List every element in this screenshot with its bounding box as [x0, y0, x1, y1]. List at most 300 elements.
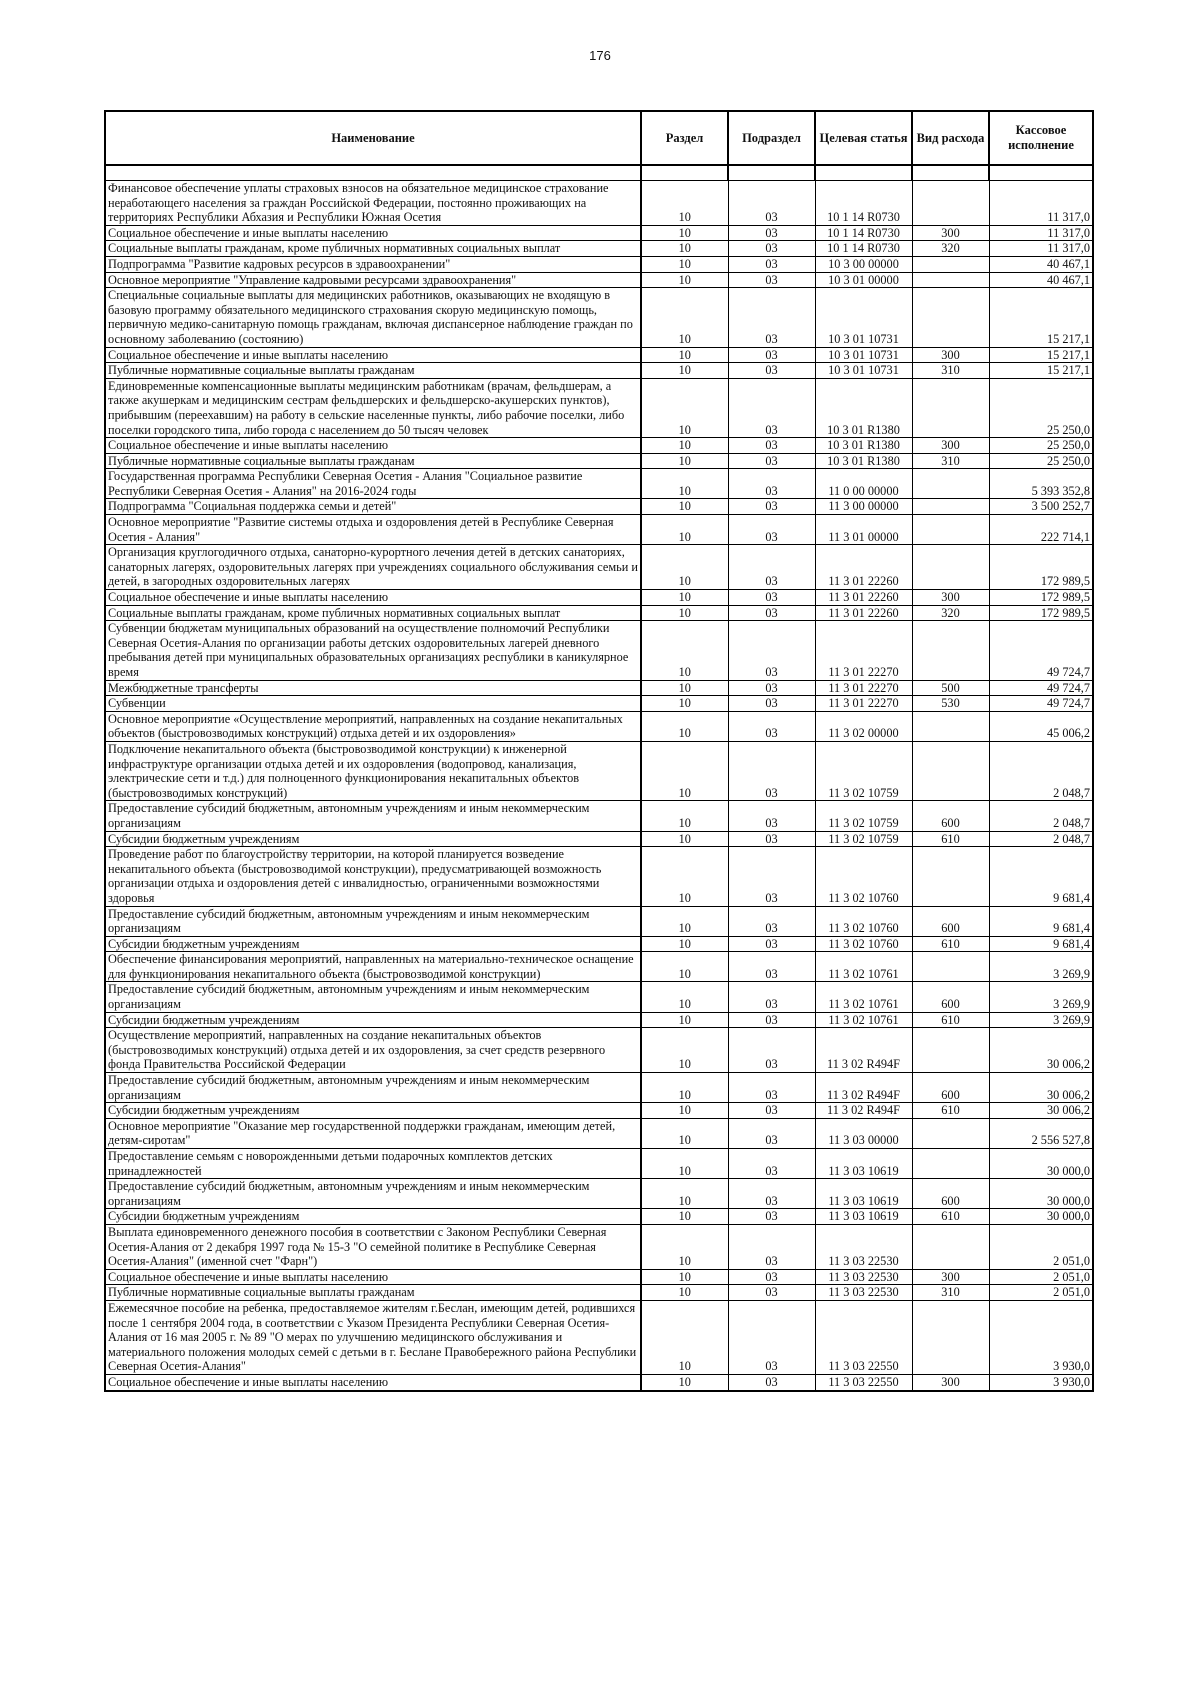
row-article: 10 3 01 10731	[815, 363, 912, 379]
table-row	[105, 801, 1093, 831]
row-subsection: 03	[728, 1179, 815, 1209]
table-row	[105, 1269, 1093, 1285]
row-section: 10	[641, 952, 728, 982]
row-name: Субвенции бюджетам муниципальных образований на осуществление полномочий Республики Северная Осетия-Алания по организации работы детских оздоровительных лагерей дневного пребывания детей при муниципальных образовательных организациях республики в каникулярное время	[105, 621, 641, 680]
row-name: Субсидии бюджетным учреждениям	[105, 831, 641, 847]
table-row	[105, 1224, 1093, 1269]
row-name: Субсидии бюджетным учреждениям	[105, 1209, 641, 1225]
row-expense-type	[912, 378, 989, 437]
row-name: Предоставление субсидий бюджетным, автономным учреждениям и иным некоммерческим организациям	[105, 1179, 641, 1209]
row-article: 11 3 02 10760	[815, 847, 912, 906]
table-row	[105, 363, 1093, 379]
row-article: 11 3 01 22260	[815, 605, 912, 621]
row-name: Социальные выплаты гражданам, кроме публичных нормативных социальных выплат	[105, 605, 641, 621]
row-expense-type	[912, 515, 989, 545]
row-section: 10	[641, 453, 728, 469]
row-section: 10	[641, 545, 728, 590]
row-article: 10 3 01 R1380	[815, 438, 912, 454]
row-subsection: 03	[728, 363, 815, 379]
row-subsection: 03	[728, 1118, 815, 1148]
row-article: 11 3 02 10759	[815, 801, 912, 831]
row-expense-type: 600	[912, 906, 989, 936]
row-expense-type: 310	[912, 1285, 989, 1301]
row-section: 10	[641, 1149, 728, 1179]
row-expense-type	[912, 621, 989, 680]
row-section: 10	[641, 225, 728, 241]
row-article: 10 3 01 R1380	[815, 453, 912, 469]
row-article: 11 3 03 22530	[815, 1285, 912, 1301]
row-article: 10 3 00 00000	[815, 256, 912, 272]
row-amount: 40 467,1	[989, 272, 1093, 288]
row-subsection: 03	[728, 590, 815, 606]
row-name: Публичные нормативные социальные выплаты гражданам	[105, 363, 641, 379]
row-section: 10	[641, 288, 728, 347]
row-article: 10 1 14 R0730	[815, 241, 912, 257]
row-section: 10	[641, 711, 728, 741]
table-row	[105, 378, 1093, 437]
row-name: Финансовое обеспечение уплаты страховых взносов на обязательное медицинское страхование неработающего населения за граждан Российской Федерации, постоянно проживающих на территориях Республики Абхазия и Республики Южная Осетия	[105, 181, 641, 226]
column-header-section: Раздел	[641, 111, 728, 165]
row-name: Подпрограмма "Социальная поддержка семьи и детей"	[105, 499, 641, 515]
row-amount: 172 989,5	[989, 590, 1093, 606]
row-name: Предоставление семьям с новорожденными детьми подарочных комплектов детских принадлежностей	[105, 1149, 641, 1179]
row-section: 10	[641, 241, 728, 257]
row-name: Социальное обеспечение и иные выплаты населению	[105, 438, 641, 454]
row-article: 10 3 01 10731	[815, 288, 912, 347]
column-header-article: Целевая статья	[815, 111, 912, 165]
table-row	[105, 1012, 1093, 1028]
row-section: 10	[641, 469, 728, 499]
row-amount: 2 556 527,8	[989, 1118, 1093, 1148]
row-amount: 2 051,0	[989, 1285, 1093, 1301]
row-section: 10	[641, 1300, 728, 1374]
row-amount: 9 681,4	[989, 936, 1093, 952]
row-article: 10 1 14 R0730	[815, 225, 912, 241]
table-row	[105, 499, 1093, 515]
row-article: 10 3 01 00000	[815, 272, 912, 288]
row-expense-type	[912, 847, 989, 906]
row-expense-type: 310	[912, 363, 989, 379]
row-expense-type: 600	[912, 1179, 989, 1209]
row-amount: 25 250,0	[989, 453, 1093, 469]
row-subsection: 03	[728, 1103, 815, 1119]
table-row	[105, 621, 1093, 680]
table-row	[105, 741, 1093, 800]
row-article: 11 3 02 10761	[815, 1012, 912, 1028]
row-article: 11 3 02 10759	[815, 741, 912, 800]
table-row	[105, 680, 1093, 696]
row-name: Единовременные компенсационные выплаты медицинским работникам (врачам, фельдшерам, а также акушеркам и медицинским сестрам фельдшерских и фельдшерско-акушерских пунктов), прибывшим (переехавшим) на работу в сельские населенные пункты, либо рабочие поселки, либо поселки городского типа, либо города с населением до 50 тысяч человек	[105, 378, 641, 437]
row-amount: 172 989,5	[989, 545, 1093, 590]
table-row	[105, 936, 1093, 952]
row-amount: 30 000,0	[989, 1209, 1093, 1225]
row-amount: 2 048,7	[989, 801, 1093, 831]
row-section: 10	[641, 696, 728, 712]
row-article: 11 3 02 R494F	[815, 1028, 912, 1073]
row-article: 11 3 03 22530	[815, 1269, 912, 1285]
row-section: 10	[641, 1073, 728, 1103]
row-article: 11 3 03 22550	[815, 1374, 912, 1390]
row-subsection: 03	[728, 1300, 815, 1374]
row-name: Предоставление субсидий бюджетным, автономным учреждениям и иным некоммерческим организациям	[105, 982, 641, 1012]
row-name: Межбюджетные трансферты	[105, 680, 641, 696]
row-subsection: 03	[728, 545, 815, 590]
row-subsection: 03	[728, 181, 815, 226]
row-section: 10	[641, 1374, 728, 1390]
row-subsection: 03	[728, 469, 815, 499]
row-subsection: 03	[728, 711, 815, 741]
row-amount: 25 250,0	[989, 378, 1093, 437]
row-amount: 40 467,1	[989, 256, 1093, 272]
row-section: 10	[641, 1285, 728, 1301]
row-expense-type	[912, 272, 989, 288]
row-expense-type	[912, 711, 989, 741]
row-article: 11 3 03 22550	[815, 1300, 912, 1374]
table-row	[105, 256, 1093, 272]
row-subsection: 03	[728, 1012, 815, 1028]
row-article: 11 3 03 10619	[815, 1179, 912, 1209]
row-section: 10	[641, 1224, 728, 1269]
column-header-amount: Кассовое исполнение	[989, 111, 1093, 165]
row-amount: 9 681,4	[989, 847, 1093, 906]
row-amount: 222 714,1	[989, 515, 1093, 545]
row-article: 11 3 01 22260	[815, 590, 912, 606]
row-amount: 9 681,4	[989, 906, 1093, 936]
table-row	[105, 438, 1093, 454]
row-name: Проведение работ по благоустройству территории, на которой планируется возведение некапитального объекта (быстровозводимой конструкции), предусматривающей возможность организации отдыха и оздоровления детей с инвалидностью, ограниченными возможностями здоровья	[105, 847, 641, 906]
row-expense-type	[912, 469, 989, 499]
row-expense-type	[912, 256, 989, 272]
table-row	[105, 453, 1093, 469]
row-section: 10	[641, 936, 728, 952]
row-subsection: 03	[728, 605, 815, 621]
row-section: 10	[641, 363, 728, 379]
row-article: 10 1 14 R0730	[815, 181, 912, 226]
row-subsection: 03	[728, 1149, 815, 1179]
row-subsection: 03	[728, 453, 815, 469]
row-expense-type	[912, 952, 989, 982]
table-row	[105, 347, 1093, 363]
table-row	[105, 1209, 1093, 1225]
row-section: 10	[641, 347, 728, 363]
row-amount: 49 724,7	[989, 621, 1093, 680]
row-article: 11 3 02 R494F	[815, 1073, 912, 1103]
row-amount: 49 724,7	[989, 680, 1093, 696]
row-expense-type	[912, 1118, 989, 1148]
table-row	[105, 605, 1093, 621]
row-section: 10	[641, 847, 728, 906]
row-subsection: 03	[728, 906, 815, 936]
row-name: Специальные социальные выплаты для медицинских работников, оказывающих не входящую в базовую программу обязательного медицинского страхования скорую медицинскую помощь, первичную медико-санитарную помощь гражданам, включая диспансерное наблюдение граждан по основному заболеванию (состоянию)	[105, 288, 641, 347]
row-name: Выплата единовременного денежного пособия в соответствии с Законом Республики Северная Осетия-Алания от 2 декабря 1997 года № 15-З "О семейной политике в Республике Северная Осетия-Алания" (именной счет "Фарн")	[105, 1224, 641, 1269]
row-amount: 2 048,7	[989, 741, 1093, 800]
row-name: Субсидии бюджетным учреждениям	[105, 936, 641, 952]
row-subsection: 03	[728, 225, 815, 241]
row-expense-type	[912, 1224, 989, 1269]
row-section: 10	[641, 1209, 728, 1225]
row-name: Субсидии бюджетным учреждениям	[105, 1103, 641, 1119]
row-amount: 3 269,9	[989, 952, 1093, 982]
table-row	[105, 1179, 1093, 1209]
row-amount: 45 006,2	[989, 711, 1093, 741]
row-article: 11 3 01 22270	[815, 680, 912, 696]
table-row	[105, 952, 1093, 982]
row-subsection: 03	[728, 847, 815, 906]
row-name: Предоставление субсидий бюджетным, автономным учреждениям и иным некоммерческим организациям	[105, 1073, 641, 1103]
row-subsection: 03	[728, 936, 815, 952]
row-article: 11 3 03 10619	[815, 1149, 912, 1179]
row-article: 11 3 02 10761	[815, 952, 912, 982]
row-expense-type	[912, 499, 989, 515]
row-amount: 3 930,0	[989, 1374, 1093, 1390]
row-section: 10	[641, 831, 728, 847]
row-expense-type: 320	[912, 605, 989, 621]
row-section: 10	[641, 621, 728, 680]
row-subsection: 03	[728, 831, 815, 847]
table-header	[105, 111, 1093, 181]
row-expense-type	[912, 741, 989, 800]
table-row	[105, 1028, 1093, 1073]
budget-table	[104, 110, 1094, 1392]
row-article: 11 0 00 00000	[815, 469, 912, 499]
row-subsection: 03	[728, 438, 815, 454]
row-subsection: 03	[728, 1374, 815, 1390]
row-section: 10	[641, 605, 728, 621]
table-row	[105, 181, 1093, 226]
row-subsection: 03	[728, 499, 815, 515]
row-expense-type	[912, 1028, 989, 1073]
row-name: Субвенции	[105, 696, 641, 712]
row-subsection: 03	[728, 288, 815, 347]
row-name: Социальное обеспечение и иные выплаты населению	[105, 590, 641, 606]
row-expense-type: 530	[912, 696, 989, 712]
row-subsection: 03	[728, 741, 815, 800]
row-subsection: 03	[728, 1224, 815, 1269]
row-subsection: 03	[728, 696, 815, 712]
row-name: Предоставление субсидий бюджетным, автономным учреждениям и иным некоммерческим организациям	[105, 906, 641, 936]
row-expense-type: 300	[912, 1269, 989, 1285]
row-amount: 3 930,0	[989, 1300, 1093, 1374]
row-subsection: 03	[728, 1028, 815, 1073]
row-expense-type	[912, 181, 989, 226]
row-amount: 30 006,2	[989, 1073, 1093, 1103]
row-section: 10	[641, 1103, 728, 1119]
row-amount: 15 217,1	[989, 347, 1093, 363]
row-subsection: 03	[728, 1073, 815, 1103]
row-name: Социальное обеспечение и иные выплаты населению	[105, 347, 641, 363]
row-section: 10	[641, 272, 728, 288]
row-expense-type: 300	[912, 438, 989, 454]
row-section: 10	[641, 680, 728, 696]
table-row	[105, 241, 1093, 257]
table-row	[105, 545, 1093, 590]
row-expense-type: 310	[912, 453, 989, 469]
row-name: Социальное обеспечение и иные выплаты населению	[105, 1374, 641, 1390]
row-section: 10	[641, 590, 728, 606]
row-name: Публичные нормативные социальные выплаты гражданам	[105, 453, 641, 469]
row-article: 11 3 01 22270	[815, 621, 912, 680]
table-row	[105, 225, 1093, 241]
row-subsection: 03	[728, 952, 815, 982]
row-amount: 2 051,0	[989, 1224, 1093, 1269]
row-expense-type: 610	[912, 1012, 989, 1028]
row-article: 10 3 01 10731	[815, 347, 912, 363]
table-row	[105, 831, 1093, 847]
row-amount: 3 269,9	[989, 1012, 1093, 1028]
row-name: Социальное обеспечение и иные выплаты населению	[105, 1269, 641, 1285]
row-name: Подпрограмма "Развитие кадровых ресурсов в здравоохранении"	[105, 256, 641, 272]
column-header-name: Наименование	[105, 111, 641, 165]
row-name: Подключение некапитального объекта (быстровозводимой конструкции) к инженерной инфраструктуре организации отдыха детей и их оздоровления (водопровод, канализация, электрические сети и т.д.) для полноценного функционирования некапитальных объектов (быстровозводимых конструкций)	[105, 741, 641, 800]
row-article: 11 3 02 10760	[815, 906, 912, 936]
row-subsection: 03	[728, 241, 815, 257]
row-article: 11 3 01 00000	[815, 515, 912, 545]
table-row	[105, 847, 1093, 906]
row-article: 11 3 03 10619	[815, 1209, 912, 1225]
row-subsection: 03	[728, 1285, 815, 1301]
table-row	[105, 982, 1093, 1012]
row-amount: 11 317,0	[989, 181, 1093, 226]
row-expense-type	[912, 1149, 989, 1179]
row-expense-type: 600	[912, 1073, 989, 1103]
column-header-subsection: Подраздел	[728, 111, 815, 165]
row-amount: 30 006,2	[989, 1103, 1093, 1119]
row-name: Основное мероприятие "Развитие системы отдыха и оздоровления детей в Республике Северная Осетия - Алания"	[105, 515, 641, 545]
table-row	[105, 590, 1093, 606]
row-expense-type: 600	[912, 801, 989, 831]
row-name: Публичные нормативные социальные выплаты гражданам	[105, 1285, 641, 1301]
row-amount: 3 500 252,7	[989, 499, 1093, 515]
row-article: 11 3 02 10759	[815, 831, 912, 847]
row-name: Субсидии бюджетным учреждениям	[105, 1012, 641, 1028]
row-article: 11 3 02 10760	[815, 936, 912, 952]
table-row	[105, 272, 1093, 288]
row-expense-type: 610	[912, 936, 989, 952]
row-article: 11 3 03 00000	[815, 1118, 912, 1148]
row-name: Основное мероприятие «Осуществление мероприятий, направленных на создание некапитальных объектов (быстровозводимых конструкций) отдыха детей и их оздоровления»	[105, 711, 641, 741]
row-expense-type: 500	[912, 680, 989, 696]
table-row	[105, 469, 1093, 499]
row-section: 10	[641, 1269, 728, 1285]
row-amount: 15 217,1	[989, 288, 1093, 347]
row-subsection: 03	[728, 378, 815, 437]
row-article: 11 3 00 00000	[815, 499, 912, 515]
row-name: Социальное обеспечение и иные выплаты населению	[105, 225, 641, 241]
row-subsection: 03	[728, 801, 815, 831]
row-name: Основное мероприятие "Оказание мер государственной поддержки гражданам, имеющим детей, детям-сиротам"	[105, 1118, 641, 1148]
table-row	[105, 906, 1093, 936]
row-subsection: 03	[728, 982, 815, 1012]
row-section: 10	[641, 801, 728, 831]
column-header-expense-type: Вид расхода	[912, 111, 989, 165]
row-name: Социальные выплаты гражданам, кроме публичных нормативных социальных выплат	[105, 241, 641, 257]
row-article: 11 3 01 22260	[815, 545, 912, 590]
row-section: 10	[641, 1179, 728, 1209]
table-row	[105, 1285, 1093, 1301]
row-subsection: 03	[728, 621, 815, 680]
row-name: Обеспечение финансирования мероприятий, направленных на материально-техническое оснащение для функционирования некапитального объекта (быстровозводимой конструкции)	[105, 952, 641, 982]
row-section: 10	[641, 1118, 728, 1148]
row-section: 10	[641, 515, 728, 545]
row-amount: 3 269,9	[989, 982, 1093, 1012]
row-article: 10 3 01 R1380	[815, 378, 912, 437]
row-section: 10	[641, 438, 728, 454]
row-subsection: 03	[728, 1269, 815, 1285]
row-article: 11 3 02 00000	[815, 711, 912, 741]
row-amount: 49 724,7	[989, 696, 1093, 712]
row-section: 10	[641, 499, 728, 515]
row-expense-type: 300	[912, 225, 989, 241]
table-row	[105, 1149, 1093, 1179]
row-expense-type	[912, 545, 989, 590]
row-section: 10	[641, 982, 728, 1012]
row-expense-type	[912, 1300, 989, 1374]
row-article: 11 3 01 22270	[815, 696, 912, 712]
row-name: Предоставление субсидий бюджетным, автономным учреждениям и иным некоммерческим организациям	[105, 801, 641, 831]
table-row	[105, 1374, 1093, 1390]
row-expense-type: 320	[912, 241, 989, 257]
row-amount: 30 000,0	[989, 1179, 1093, 1209]
table-row	[105, 288, 1093, 347]
header-spacer	[105, 165, 1093, 181]
row-section: 10	[641, 906, 728, 936]
row-amount: 172 989,5	[989, 605, 1093, 621]
row-amount: 25 250,0	[989, 438, 1093, 454]
row-subsection: 03	[728, 515, 815, 545]
row-expense-type: 300	[912, 590, 989, 606]
table-row	[105, 1118, 1093, 1148]
table-row	[105, 711, 1093, 741]
row-expense-type	[912, 288, 989, 347]
row-section: 10	[641, 256, 728, 272]
row-subsection: 03	[728, 272, 815, 288]
row-amount: 11 317,0	[989, 225, 1093, 241]
row-name: Организация круглогодичного отдыха, санаторно-курортного лечения детей в детских санаториях, санаторных лагерях, оздоровительных лагерях при учреждениях социального обслуживания семьи и детей, в загородных оздоровительных лагерях	[105, 545, 641, 590]
table-row	[105, 696, 1093, 712]
row-name: Основное мероприятие "Управление кадровыми ресурсами здравоохранения"	[105, 272, 641, 288]
table-body	[105, 181, 1093, 1391]
row-amount: 5 393 352,8	[989, 469, 1093, 499]
row-expense-type: 610	[912, 831, 989, 847]
row-expense-type: 610	[912, 1209, 989, 1225]
table-row	[105, 1300, 1093, 1374]
row-name: Ежемесячное пособие на ребенка, предоставляемое жителям г.Беслан, имеющим детей, родившихся после 1 сентября 2004 года, в соответствии с Указом Президента Республики Северная Осетия-Алания от 16 мая 2005 г. № 89 "О мерах по улучшению медицинского обслуживания и материального положения молодых семей с детьми в г. Беслане Правобережного района Республики Северная Осетия-Алания"	[105, 1300, 641, 1374]
row-subsection: 03	[728, 256, 815, 272]
row-subsection: 03	[728, 347, 815, 363]
row-expense-type: 600	[912, 982, 989, 1012]
table-row	[105, 1073, 1093, 1103]
row-article: 11 3 03 22530	[815, 1224, 912, 1269]
row-amount: 15 217,1	[989, 363, 1093, 379]
row-expense-type: 300	[912, 347, 989, 363]
row-section: 10	[641, 1028, 728, 1073]
row-amount: 30 006,2	[989, 1028, 1093, 1073]
row-section: 10	[641, 181, 728, 226]
row-amount: 2 048,7	[989, 831, 1093, 847]
row-name: Осуществление мероприятий, направленных на создание некапитальных объектов (быстровозводимых конструкций) отдыха детей и их оздоровления, за счет средств резервного фонда Правительства Российской Федерации	[105, 1028, 641, 1073]
row-section: 10	[641, 378, 728, 437]
row-subsection: 03	[728, 1209, 815, 1225]
row-section: 10	[641, 741, 728, 800]
row-amount: 11 317,0	[989, 241, 1093, 257]
row-subsection: 03	[728, 680, 815, 696]
row-expense-type: 300	[912, 1374, 989, 1390]
row-amount: 2 051,0	[989, 1269, 1093, 1285]
row-amount: 30 000,0	[989, 1149, 1093, 1179]
row-name: Государственная программа Республики Северная Осетия - Алания "Социальное развитие Республики Северная Осетия - Алания" на 2016-2024 годы	[105, 469, 641, 499]
row-article: 11 3 02 R494F	[815, 1103, 912, 1119]
row-section: 10	[641, 1012, 728, 1028]
